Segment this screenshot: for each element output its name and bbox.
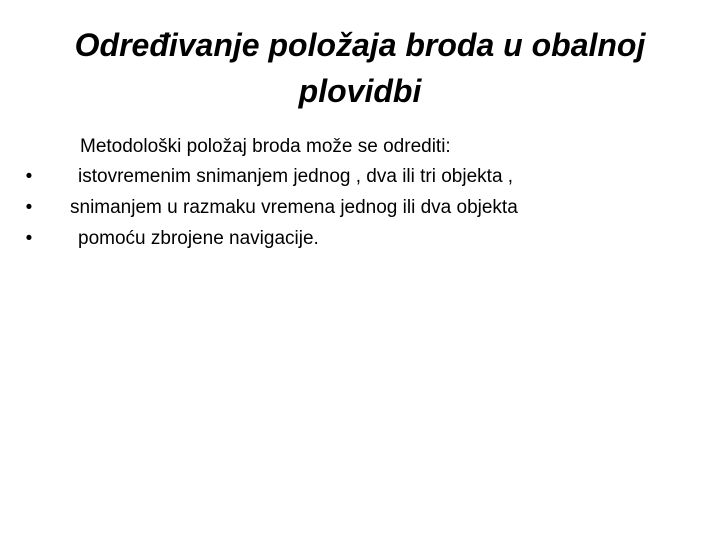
slide-title-line-2: plovidbi [298,73,422,109]
bullet-text: snimanjem u razmaku vremena jednog ili dva objekta [70,197,518,218]
slide-title [20,22,700,114]
slide-title-line-1: Određivanje položaja broda u obalnoj [74,27,646,63]
bullet-text: istovremenim snimanjem jednog , dva ili tri objekta , [78,166,514,187]
bullet-text: pomoću zbrojene navigacije. [78,228,319,249]
bullet-icon: • [25,197,33,218]
intro-text: Metodološki položaj broda može se odrediti: [80,136,451,157]
bullet-icon: • [25,166,33,187]
bullet-icon: • [25,228,33,249]
